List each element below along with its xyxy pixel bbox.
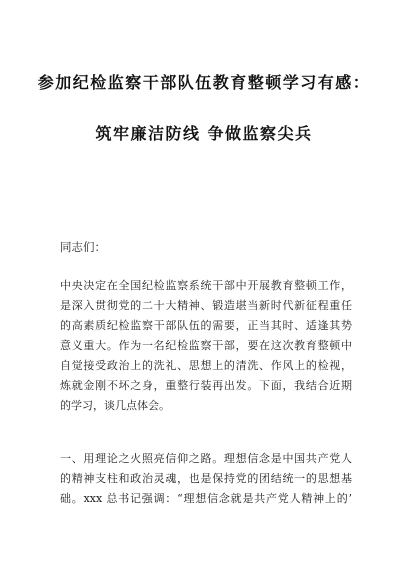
paragraph-line: 炼就金刚不坏之身，重整行装再出发。下面，我结合近期 <box>60 379 352 392</box>
paragraph-1 <box>60 276 352 416</box>
paragraph-line: 的高素质纪检监察干部队伍的需要，正当其时、适逢其势 <box>60 319 352 332</box>
paragraph-line: 的精神支柱和政治灵魂，也是保持党的团结统一的思想基 <box>60 472 352 485</box>
paragraph-line: 础。xxx 总书记强调：“理想信念就是共产党人精神上的’ <box>60 492 352 505</box>
paragraph-line: 一、用理论之火照亮信仰之路。理想信念是中国共产党人 <box>60 452 352 465</box>
paragraph-line: 意义重大。作为一名纪检监察干部，要在这次教育整顿中 <box>60 339 352 352</box>
paragraph-line: 自觉接受政治上的洗礼、思想上的清洗、作风上的检视， <box>60 359 352 372</box>
paragraph-line: 的学习，谈几点体会。 <box>60 399 170 412</box>
salutation: 同志们： <box>60 240 106 254</box>
document-title-line-1: 参加纪检监察干部队伍教育整顿学习有感： <box>37 73 371 92</box>
paragraph-2 <box>60 449 352 509</box>
paragraph-line: 中央决定在全国纪检监察系统干部中开展教育整顿工作， <box>60 279 352 292</box>
paragraph-line: 是深入贯彻党的二十大精神、锻造堪当新时代新征程重任 <box>60 299 352 312</box>
document-title-line-2: 筑牢廉洁防线 争做监察尖兵 <box>95 124 313 143</box>
